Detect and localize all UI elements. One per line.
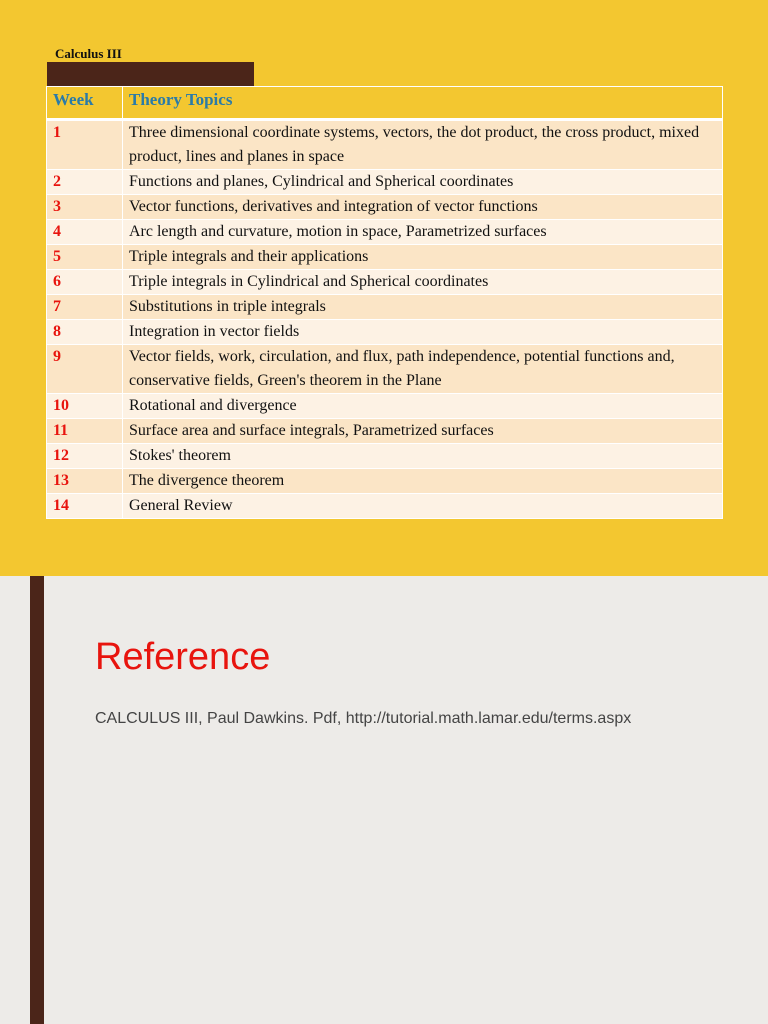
topic-text: General Review (123, 494, 723, 519)
week-number: 2 (47, 170, 123, 195)
title-bar-decoration (47, 62, 254, 86)
topic-text: Triple integrals and their applications (123, 245, 723, 270)
week-number: 7 (47, 295, 123, 320)
table-row (47, 295, 723, 320)
topic-text: Stokes' theorem (123, 444, 723, 469)
topic-text: Substitutions in triple integrals (123, 295, 723, 320)
table-row (47, 195, 723, 220)
table-row (47, 444, 723, 469)
topic-text: Rotational and divergence (123, 394, 723, 419)
week-number: 13 (47, 469, 123, 494)
course-title: Calculus III (55, 46, 122, 61)
table-row (47, 220, 723, 245)
week-number: 5 (47, 245, 123, 270)
week-column-header: Week (47, 87, 123, 120)
theory-topics-table (46, 86, 723, 519)
topic-text: Three dimensional coordinate systems, vectors, the dot product, the cross product, mixed product, lines and planes in space (123, 120, 723, 170)
topic-text: Surface area and surface integrals, Parametrized surfaces (123, 419, 723, 444)
reference-heading: Reference (95, 636, 271, 678)
week-number: 6 (47, 270, 123, 295)
topic-text: Integration in vector fields (123, 320, 723, 345)
table-row (47, 320, 723, 345)
table-row (47, 394, 723, 419)
table-header-row (47, 87, 723, 120)
table-row (47, 120, 723, 170)
week-number: 8 (47, 320, 123, 345)
topic-text: Vector fields, work, circulation, and flux, path independence, potential functions and, conservative fields, Green's theorem in the Plane (123, 345, 723, 394)
topic-text: Vector functions, derivatives and integration of vector functions (123, 195, 723, 220)
table-row (47, 469, 723, 494)
topics-column-header: Theory Topics (123, 87, 723, 120)
table-row (47, 345, 723, 394)
week-number: 1 (47, 120, 123, 170)
week-number: 11 (47, 419, 123, 444)
week-number: 4 (47, 220, 123, 245)
table-row (47, 419, 723, 444)
topic-text: The divergence theorem (123, 469, 723, 494)
table-row (47, 270, 723, 295)
topic-text: Functions and planes, Cylindrical and Spherical coordinates (123, 170, 723, 195)
week-number: 10 (47, 394, 123, 419)
week-number: 14 (47, 494, 123, 519)
week-number: 9 (47, 345, 123, 394)
topic-text: Triple integrals in Cylindrical and Spherical coordinates (123, 270, 723, 295)
table-row (47, 170, 723, 195)
week-number: 3 (47, 195, 123, 220)
table-row (47, 245, 723, 270)
table-row (47, 494, 723, 519)
week-number: 12 (47, 444, 123, 469)
left-accent-bar (30, 576, 44, 1024)
reference-text: CALCULUS III, Paul Dawkins. Pdf, http://tutorial.math.lamar.edu/terms.aspx (95, 710, 632, 727)
topic-text: Arc length and curvature, motion in space, Parametrized surfaces (123, 220, 723, 245)
